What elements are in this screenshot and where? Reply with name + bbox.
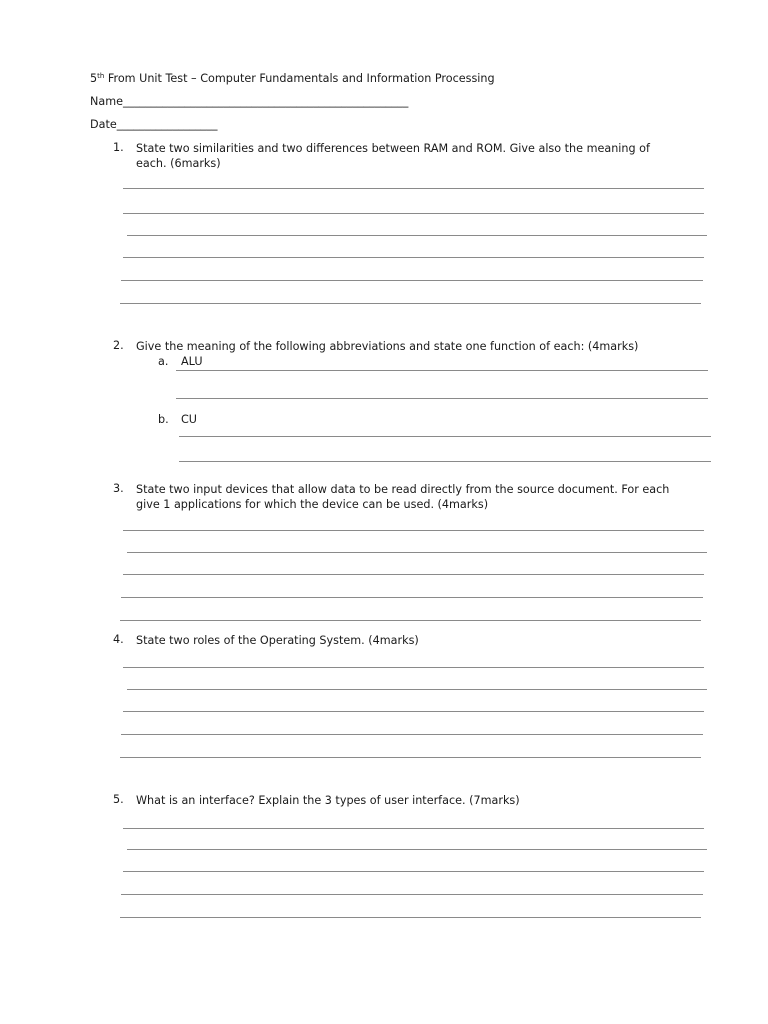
sub-item-label: ALU: [181, 355, 203, 368]
answer-line[interactable]: [123, 257, 704, 258]
answer-line[interactable]: [123, 711, 704, 712]
answer-line[interactable]: [120, 620, 701, 621]
answer-line[interactable]: [127, 689, 707, 690]
answer-line[interactable]: [176, 398, 708, 399]
answer-line[interactable]: [123, 667, 704, 668]
answer-line[interactable]: [120, 917, 701, 918]
answer-line[interactable]: [120, 757, 701, 758]
answer-line[interactable]: [121, 597, 703, 598]
question-number: 1.: [113, 141, 124, 154]
answer-line[interactable]: [123, 530, 704, 531]
answer-line[interactable]: [121, 280, 703, 281]
answer-line[interactable]: [121, 734, 703, 735]
answer-line[interactable]: [123, 188, 704, 189]
date-blank[interactable]: __________________: [116, 118, 218, 131]
answer-line[interactable]: [120, 303, 701, 304]
name-blank[interactable]: ___________________________________________________: [123, 95, 409, 108]
sub-item-letter: a.: [158, 355, 169, 368]
answer-line[interactable]: [127, 849, 707, 850]
date-label: Date: [90, 118, 117, 131]
answer-line[interactable]: [123, 828, 704, 829]
question-text: What is an interface? Explain the 3 types of user interface. (7marks): [136, 794, 520, 807]
question-number: 5.: [113, 793, 124, 806]
question-text: State two similarities and two differences between RAM and ROM. Give also the meaning of each. (6marks): [136, 142, 650, 170]
question-text: Give the meaning of the following abbreviations and state one function of each: (4marks): [136, 340, 639, 353]
name-field[interactable]: [90, 95, 408, 109]
name-label: Name: [90, 95, 124, 108]
date-field[interactable]: [90, 118, 217, 132]
answer-line[interactable]: [123, 213, 704, 214]
question-text: State two roles of the Operating System. (4marks): [136, 634, 419, 647]
answer-line[interactable]: [123, 871, 704, 872]
question-number: 2.: [113, 339, 124, 352]
answer-line[interactable]: [179, 436, 711, 437]
sub-item-label: CU: [181, 413, 198, 426]
test-title: 5th From Unit Test – Computer Fundamentals and Information Processing: [90, 72, 495, 85]
answer-line[interactable]: [121, 894, 703, 895]
question-text: State two input devices that allow data to be read directly from the source document. For each give 1 applications for which the device can be used. (4marks): [136, 483, 670, 511]
answer-line[interactable]: [127, 235, 707, 236]
answer-line[interactable]: [176, 370, 708, 371]
sub-item-letter: b.: [158, 413, 169, 426]
answer-line[interactable]: [123, 574, 704, 575]
question-number: 4.: [113, 633, 124, 646]
question-number: 3.: [113, 482, 124, 495]
answer-line[interactable]: [179, 461, 711, 462]
answer-line[interactable]: [127, 552, 707, 553]
